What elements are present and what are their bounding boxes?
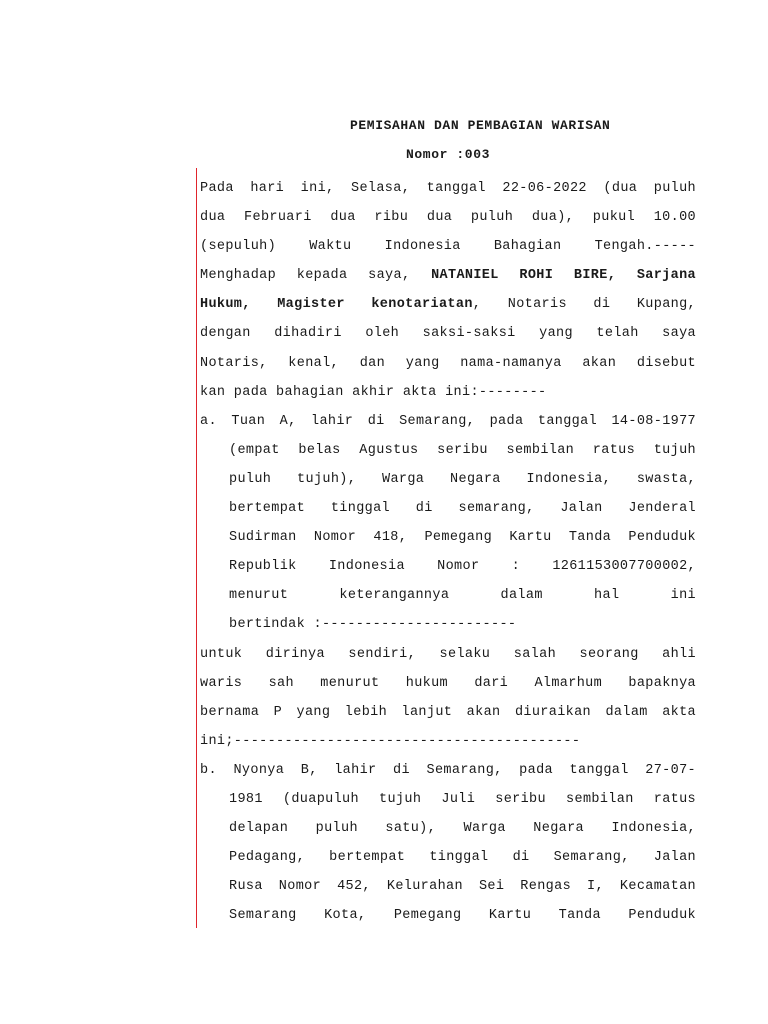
list-item-a-line: a. Tuan A, lahir di Semarang, pada tanggal 14-08-1977 — [200, 413, 696, 429]
text-line: bertempat tinggal di semarang, Jalan Jenderal — [229, 501, 696, 517]
text-line: ini;----------------------------------------- — [200, 733, 581, 749]
text-line — [200, 261, 696, 290]
text-line: (empat belas Agustus seribu sembilan ratus tujuh — [229, 442, 696, 458]
document-number: Nomor :003 — [406, 147, 491, 162]
document-header — [200, 118, 696, 178]
text-line: waris sah menurut hukum dari Almarhum bapaknya — [200, 675, 696, 691]
text-line: Pedagang, bertempat tinggal di Semarang, Jalan — [229, 850, 696, 866]
text-line: Republik Indonesia Nomor : 1261153007700002, — [229, 559, 696, 575]
text-line: dua Februari dua ribu dua puluh dua), pukul 10.00 — [200, 210, 696, 226]
text-line: (sepuluh) Waktu Indonesia Bahagian Tengah.----- — [200, 239, 696, 255]
notary-title: Hukum, Magister kenotariatan — [200, 297, 473, 313]
text-line — [200, 290, 696, 319]
text-line: menurut keterangannya dalam hal ini — [229, 588, 696, 604]
text-line: Rusa Nomor 452, Kelurahan Sei Rengas I, Kecamatan — [229, 879, 696, 895]
text-segment: Menghadap kepada saya, — [200, 268, 432, 284]
text-line: bernama P yang lebih lanjut akan diuraikan dalam akta — [200, 704, 696, 720]
document-title: PEMISAHAN DAN PEMBAGIAN WARISAN — [350, 118, 611, 133]
notary-name: NATANIEL ROHI BIRE, Sarjana — [431, 268, 696, 284]
text-line: puluh tujuh), Warga Negara Indonesia, swasta, — [229, 471, 696, 487]
text-line: Notaris, kenal, dan yang nama-namanya akan disebut — [200, 355, 696, 371]
text-line: Semarang Kota, Pemegang Kartu Tanda Penduduk — [229, 908, 696, 924]
text-line: 1981 (duapuluh tujuh Juli seribu sembilan ratus — [229, 791, 696, 807]
list-item-b-line: b. Nyonya B, lahir di Semarang, pada tanggal 27-07- — [200, 762, 696, 778]
text-line: Sudirman Nomor 418, Pemegang Kartu Tanda Penduduk — [229, 530, 696, 546]
text-line: kan pada bahagian akhir akta ini:-------- — [200, 384, 547, 400]
text-line: Pada hari ini, Selasa, tanggal 22-06-2022 (dua puluh — [200, 181, 696, 196]
text-segment: , Notaris di Kupang, — [472, 297, 697, 313]
text-line: untuk dirinya sendiri, selaku salah seorang ahli — [200, 646, 696, 662]
document-body — [200, 174, 696, 930]
text-line: bertindak :----------------------- — [229, 617, 517, 633]
text-line: delapan puluh satu), Warga Negara Indonesia, — [229, 821, 696, 837]
text-line: dengan dihadiri oleh saksi-saksi yang telah saya — [200, 326, 696, 342]
red-margin-line — [196, 168, 197, 928]
